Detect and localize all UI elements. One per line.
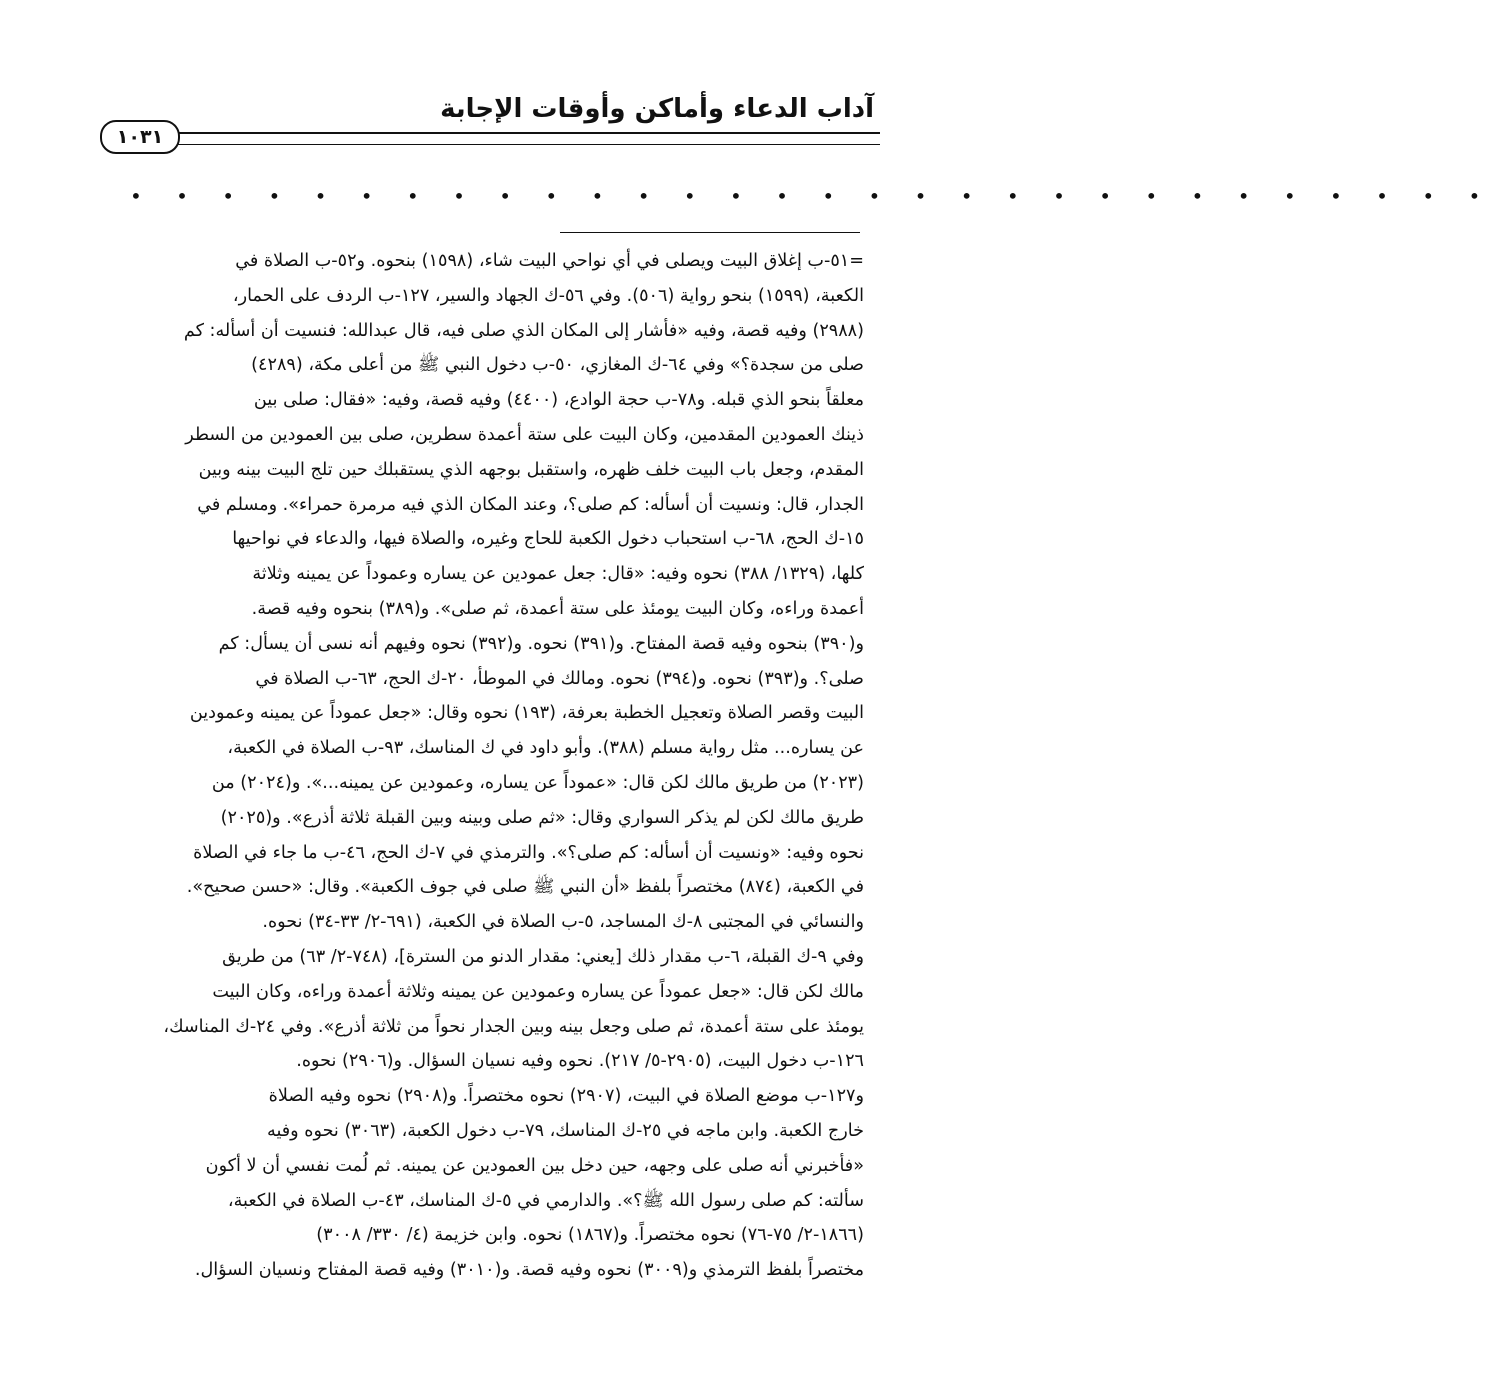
footnote-text [102, 244, 864, 1288]
footnote-line: خارج الكعبة. وابن ماجه في ٢٥-ك المناسك، ٧٩-ب دخول الكعبة، (٣٠٦٣) نحوه وفيه [267, 1120, 864, 1141]
footnote-line: نحوه وفيه: «ونسيت أن أسأله: كم صلى؟». والترمذي في ٧-ك الحج، ٤٦-ب ما جاء في الصلاة [193, 842, 864, 863]
footnote-line: مالك لكن قال: «جعل عموداً عن يساره وعمودين عن يمينه وثلاثة أعمدة وراءه، وكان البيت [212, 981, 864, 1002]
footnote-line: البيت وقصر الصلاة وتعجيل الخطبة بعرفة، (١٩٣) نحوه وقال: «جعل عموداً عن يمينه وعمودين [189, 703, 864, 724]
footnote-line: عن يساره... مثل رواية مسلم (٣٨٨). وأبو داود في ك المناسك، ٩٣-ب الصلاة في الكعبة، [227, 738, 864, 759]
footnote-line: أعمدة وراءه، وكان البيت يومئذ على ستة أعمدة، ثم صلى». و(٣٨٩) بنحوه وفيه قصة. [251, 598, 864, 619]
running-title: آداب الدعاء وأماكن وأوقات الإجابة [440, 94, 874, 124]
footnote-line: ١٢٦-ب دخول البيت، (٢٩٠٥-٥/ ٢١٧). نحوه وفيه نسيان السؤال. و(٢٩٠٦) نحوه. [296, 1051, 864, 1072]
footnote-line: الجدار، قال: ونسيت أن أسأله: كم صلى؟، وعند المكان الذي فيه مرمرة حمراء». ومسلم في [197, 494, 864, 515]
footnote-line: ذينك العمودين المقدمين، وكان البيت على ستة أعمدة سطرين، صلى بين العمودين من السطر [185, 424, 864, 445]
footnote-line: صلى من سجدة؟» وفي ٦٤-ك المغازي، ٥٠-ب دخول النبي ﷺ من أعلى مكة، (٤٢٨٩) [251, 355, 864, 376]
footnote-line: (٢٠٢٣) من طريق مالك لكن قال: «عموداً عن يساره، وعمودين عن يمينه...». و(٢٠٢٤) من [211, 772, 864, 793]
footnote-line: و(٣٩٠) بنحوه وفيه قصة المفتاح. و(٣٩١) نحوه. و(٣٩٢) نحوه وفيهم أنه نسى أن يسأل: كم [218, 633, 864, 654]
footnote-line: كلها، (١٣٢٩/ ٣٨٨) نحوه وفيه: «قال: جعل عمودين عن يساره وعموداً عن يمينه وثلاثة [252, 564, 864, 585]
footnote-line: الكعبة، (١٥٩٩) بنحو رواية (٥٠٦). وفي ٥٦-ك الجهاد والسير، ١٢٧-ب الردف على الحمار، [232, 285, 864, 306]
footnote-line: مختصراً بلفظ الترمذي و(٣٠٠٩) نحوه وفيه قصة. و(٣٠١٠) وفيه قصة المفتاح ونسيان السؤال. [194, 1260, 864, 1281]
page-number: ١٠٣١ [100, 120, 180, 154]
footnote-line: معلقاً بنحو الذي قبله. و٧٨-ب حجة الوادع، (٤٤٠٠) وفيه قصة، وفيه: «فقال: صلى بين [253, 390, 864, 411]
footnote-line: يومئذ على ستة أعمدة، ثم صلى وجعل بينه وبين الجدار نحواً من ثلاثة أذرع». وفي ٢٤-ك المناسك، [163, 1016, 864, 1037]
footnote-line: (٢٩٨٨) وفيه قصة، وفيه «فأشار إلى المكان الذي صلى فيه، قال عبدالله: فنسيت أن أسأله: كم [183, 320, 864, 341]
footnote-line: وفي ٩-ك القبلة، ٦-ب مقدار ذلك [يعني: مقدار الدنو من السترة]، (٧٤٨-٢/ ٦٣) من طريق [222, 946, 864, 967]
footnote-line: و١٢٧-ب موضع الصلاة في البيت، (٢٩٠٧) نحوه مختصراً. و(٢٩٠٨) نحوه وفيه الصلاة [268, 1086, 864, 1107]
footnote-line: «فأخبرني أنه صلى على وجهه، حين دخل بين العمودين عن يمينه. ثم لُمت نفسي أن لا أكون [205, 1155, 864, 1176]
page-header [100, 92, 880, 152]
footnote-line: طريق مالك لكن لم يذكر السواري وقال: «ثم صلى وبينه وبين القبلة ثلاثة أذرع». و(٢٠٢٥) [220, 807, 864, 828]
footnote-line: والنسائي في المجتبى ٨-ك المساجد، ٥-ب الصلاة في الكعبة، (٦٩١-٢/ ٣٣-٣٤) نحوه. [262, 912, 864, 933]
footnote-line: المقدم، وجعل باب البيت خلف ظهره، واستقبل بوجهه الذي يستقبلك حين تلج البيت بينه وبين [198, 459, 864, 480]
header-rule [170, 132, 880, 145]
footnote-line: =٥١-ب إغلاق البيت ويصلى في أي نواحي البيت شاء، (١٥٩٨) بنحوه. و٥٢-ب الصلاة في [235, 251, 864, 271]
footnote-line: ١٥-ك الحج، ٦٨-ب استحباب دخول الكعبة للحاج وغيره، والصلاة فيها، والدعاء في نواحيها [232, 529, 864, 550]
dotted-separator: • • • • • • • • • • • • • • • • • • • • • • • • • • • • • • [130, 184, 1494, 208]
footnote-line: سألته: كم صلى رسول الله ﷺ؟». والدارمي في ٥-ك المناسك، ٤٣-ب الصلاة في الكعبة، [227, 1190, 864, 1211]
footnote-line: صلى؟. و(٣٩٣) نحوه. و(٣٩٤) نحوه. ومالك في الموطأ، ٢٠-ك الحج، ٦٣-ب الصلاة في [255, 668, 864, 689]
footnote-line: (١٨٦٦-٢/ ٧٥-٧٦) نحوه مختصراً. و(١٨٦٧) نحوه. وابن خزيمة (٤/ ٣٣٠/ ٣٠٠٨) [316, 1225, 864, 1246]
footnote-rule [560, 232, 860, 233]
footnote-line: في الكعبة، (٨٧٤) مختصراً بلفظ «أن النبي ﷺ صلى في جوف الكعبة». وقال: «حسن صحيح». [186, 877, 864, 898]
